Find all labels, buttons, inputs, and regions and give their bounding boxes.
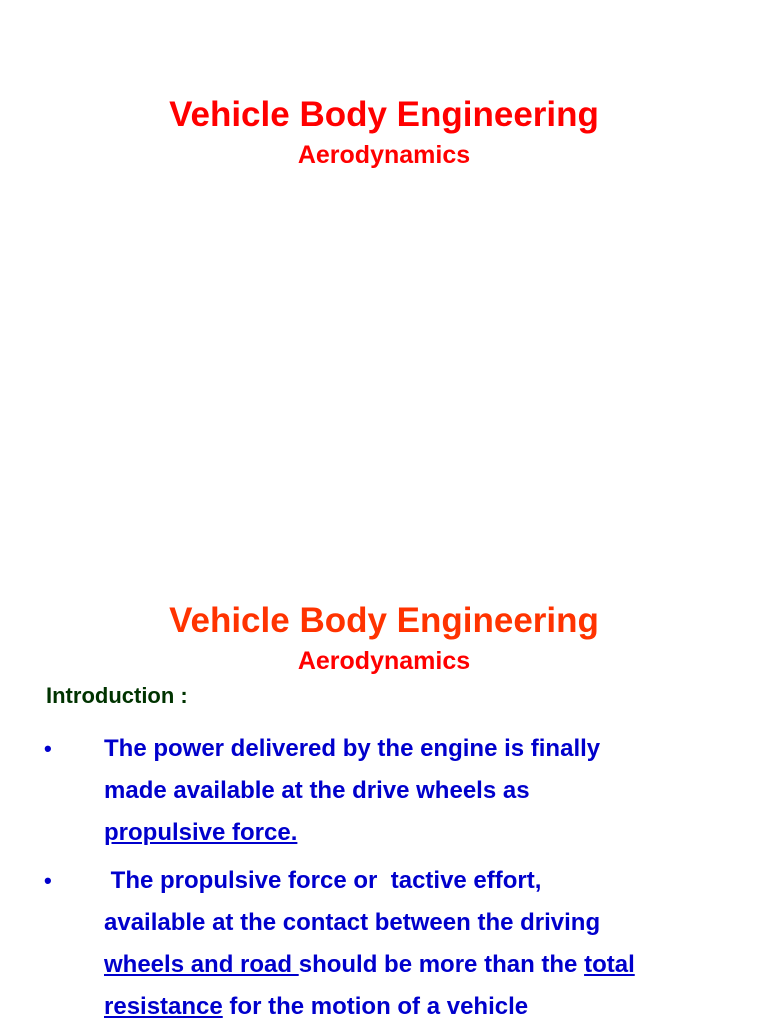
propulsive-force-link[interactable]: propulsive force.	[104, 819, 298, 846]
bullet-2-tail-text: for the motion of a vehicle	[222, 993, 529, 1020]
slide-2	[0, 506, 768, 1024]
slide-1-title: Vehicle Body Engineering	[169, 95, 599, 134]
slide-2-title: Vehicle Body Engineering	[169, 601, 599, 640]
bullet-marker: •	[44, 868, 52, 893]
bullet-2-line-1: The propulsive force or tactive effort,	[104, 867, 542, 894]
bullet-item-1	[0, 728, 768, 854]
bullet-1-line-2: made available at the drive wheels as	[104, 777, 530, 804]
slide-1	[0, 0, 768, 506]
slide-1-subtitle: Aerodynamics	[297, 141, 471, 169]
wheels-and-road-link[interactable]: wheels and road	[104, 951, 299, 978]
bullet-2-mid-text: should be more than the	[298, 951, 585, 978]
total-link[interactable]: total	[584, 951, 635, 978]
introduction-heading: Introduction :	[46, 683, 188, 708]
bullet-item-2	[0, 860, 768, 1028]
resistance-link[interactable]: resistance	[104, 993, 223, 1020]
bullet-2-line-2: available at the contact between the driving	[104, 909, 601, 936]
bullet-marker: •	[44, 736, 52, 761]
bullet-1-line-1: The power delivered by the engine is finally	[104, 735, 601, 762]
slide-2-subtitle: Aerodynamics	[297, 647, 471, 675]
bullet-list	[0, 728, 768, 1028]
